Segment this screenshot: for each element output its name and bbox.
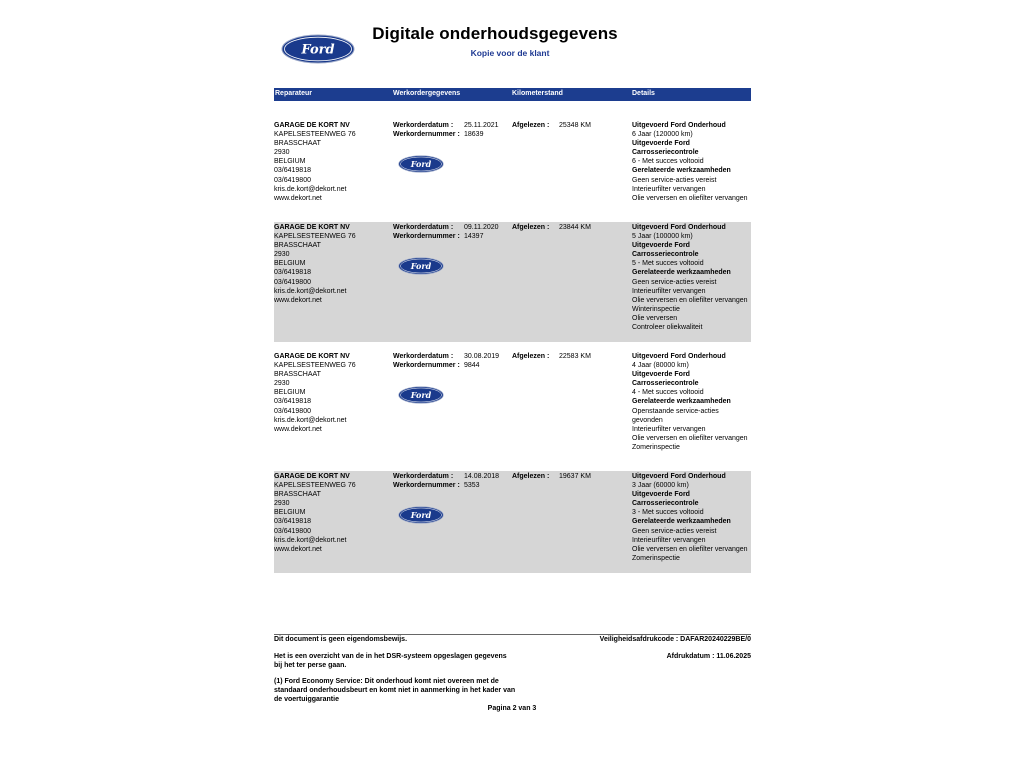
column-header-details: Details <box>632 90 655 97</box>
service-heading: Uitgevoerde Ford Carrosseriecontrole <box>632 371 699 388</box>
ford-logo-small-text: Ford <box>410 510 432 520</box>
workorder-date-value: 14.08.2018 <box>464 473 500 480</box>
repairer-line: www.dekort.net <box>274 296 322 304</box>
mileage-label: Afgelezen : <box>512 122 550 129</box>
service-heading: Uitgevoerd Ford Onderhoud <box>632 224 726 231</box>
repairer-line: kris.de.kort@dekort.net <box>274 185 347 193</box>
repairer-line: KAPELSESTEENWEG 76 <box>274 131 356 139</box>
repairer-line: 2930 <box>274 380 290 388</box>
workorder-date-label: Werkorderdatum : <box>393 353 454 360</box>
repairer-line: www.dekort.net <box>274 545 322 553</box>
mileage-reading <box>512 223 627 232</box>
repairer-line: BRASSCHAAT <box>274 371 321 379</box>
overview-note: Het is een overzicht van de in het DSR-systeem opgeslagen gegevens bij het ter perse gaan. <box>274 653 507 669</box>
economy-service-note: (1) Ford Economy Service: Dit onderhoud komt niet overeen met de standaard onderhoudsbeurt en komt niet in aanmerking in het kader van de voertuiggarantie <box>274 678 516 703</box>
repairer-details <box>274 223 392 305</box>
service-item: 3 - Met succes voltooid <box>632 509 704 517</box>
workorder-date-label: Werkorderdatum : <box>393 224 454 231</box>
service-item: Zomerinspectie <box>632 554 680 562</box>
service-item: Geen service-acties vereist <box>632 527 717 535</box>
service-item: 3 Jaar (60000 km) <box>632 482 689 490</box>
repairer-line: 03/6419818 <box>274 518 311 526</box>
service-details <box>632 223 750 332</box>
workorder-number <box>393 481 508 490</box>
mileage-details <box>512 121 627 130</box>
workorder-details <box>393 223 508 271</box>
workorder-date-label: Werkorderdatum : <box>393 122 454 129</box>
maintenance-record <box>274 471 751 573</box>
workorder-date <box>393 223 508 232</box>
repairer-line: KAPELSESTEENWEG 76 <box>274 482 356 490</box>
repairer-line: BELGIUM <box>274 260 306 268</box>
service-item: Olie verversen en oliefilter vervangen <box>632 296 748 304</box>
mileage-details <box>512 223 627 232</box>
repairer-line: 03/6419818 <box>274 398 311 406</box>
ford-logo-small-text: Ford <box>410 390 432 400</box>
service-item: Winterinspectie <box>632 305 680 313</box>
service-item: 6 - Met succes voltooid <box>632 158 704 166</box>
page-subtitle: Kopie voor de klant <box>470 48 550 58</box>
ford-logo-small <box>398 155 444 173</box>
ford-logo-small <box>398 506 444 524</box>
service-item: Olie verversen en oliefilter vervangen <box>632 434 748 442</box>
workorder-date-value: 09.11.2020 <box>464 224 499 231</box>
table-header <box>274 88 751 101</box>
service-heading: Gerelateerde werkzaamheden <box>632 518 731 526</box>
workorder-date-value: 30.08.2019 <box>464 353 500 360</box>
service-heading: Uitgevoerd Ford Onderhoud <box>632 473 726 480</box>
page-title: Digitale onderhoudsgegevens <box>372 24 618 43</box>
maintenance-record <box>274 120 751 216</box>
ownership-disclaimer: Dit document is geen eigendomsbewijs. <box>274 636 408 643</box>
mileage-label: Afgelezen : <box>512 224 550 231</box>
ford-logo-small-text: Ford <box>410 159 432 169</box>
service-item: Controleer oliekwaliteit <box>632 324 703 332</box>
service-heading: Gerelateerde werkzaamheden <box>632 398 731 406</box>
service-item: Geen service-acties vereist <box>632 278 717 286</box>
workorder-number-value: 5353 <box>464 482 480 490</box>
maintenance-record <box>274 351 751 465</box>
service-details <box>632 472 750 563</box>
repairer-line: KAPELSESTEENWEG 76 <box>274 233 356 241</box>
service-heading: Uitgevoerde Ford Carrosseriecontrole <box>632 491 699 508</box>
mileage-value: 25348 KM <box>559 122 591 129</box>
column-header-reparateur: Reparateur <box>275 90 312 97</box>
repairer-details <box>274 121 392 203</box>
workorder-date <box>393 352 508 361</box>
workorder-date-label: Werkorderdatum : <box>393 473 454 480</box>
repairer-line: 03/6419818 <box>274 167 311 175</box>
mileage-label: Afgelezen : <box>512 353 550 360</box>
workorder-number-value: 9844 <box>464 362 480 370</box>
workorder-number-value: 14397 <box>464 233 484 241</box>
column-header-werkordergegevens: Werkordergegevens <box>393 90 461 97</box>
service-item: 4 - Met succes voltooid <box>632 389 704 397</box>
workorder-date <box>393 472 508 481</box>
repairer-line: 03/6419800 <box>274 278 311 286</box>
service-heading: Uitgevoerd Ford Onderhoud <box>632 353 726 360</box>
workorder-details <box>393 121 508 169</box>
ford-logo-text: Ford <box>301 42 335 58</box>
repairer-line: KAPELSESTEENWEG 76 <box>274 362 356 370</box>
mileage-label: Afgelezen : <box>512 473 550 480</box>
service-item: Zomerinspectie <box>632 443 680 451</box>
repairer-line: BRASSCHAAT <box>274 491 321 499</box>
service-item: Openstaande service-acties gevonden <box>632 407 719 424</box>
repairer-line: 03/6419800 <box>274 527 311 535</box>
workorder-number <box>393 361 508 370</box>
service-item: Geen service-acties vereist <box>632 176 717 184</box>
security-code: Veiligheidsafdrukcode : DAFAR20240229BE/0 <box>599 636 751 643</box>
mileage-value: 23844 KM <box>559 224 591 231</box>
workorder-number-label: Werkordernummer : <box>393 233 460 241</box>
repairer-line: BRASSCHAAT <box>274 242 321 250</box>
service-item: 4 Jaar (80000 km) <box>632 362 689 370</box>
repairer-name: GARAGE DE KORT NV <box>274 473 350 480</box>
repairer-line: 2930 <box>274 149 290 157</box>
maintenance-record <box>274 222 751 342</box>
service-details <box>632 121 750 203</box>
repairer-line: BELGIUM <box>274 509 306 517</box>
repairer-line: 03/6419818 <box>274 269 311 277</box>
workorder-number <box>393 232 508 241</box>
repairer-line: kris.de.kort@dekort.net <box>274 416 347 424</box>
workorder-number-value: 18639 <box>464 131 484 139</box>
service-item: Olie verversen <box>632 314 678 322</box>
repairer-details <box>274 472 392 554</box>
ford-logo-small <box>398 386 444 404</box>
repairer-line: BELGIUM <box>274 158 306 166</box>
mileage-reading <box>512 352 627 361</box>
repairer-line: kris.de.kort@dekort.net <box>274 287 347 295</box>
workorder-number <box>393 130 508 139</box>
workorder-details <box>393 472 508 520</box>
mileage-reading <box>512 121 627 130</box>
workorder-number-label: Werkordernummer : <box>393 482 460 490</box>
service-item: 5 Jaar (100000 km) <box>632 233 693 241</box>
service-item: Interieurfilter vervangen <box>632 287 706 295</box>
repairer-name: GARAGE DE KORT NV <box>274 353 350 360</box>
repairer-line: www.dekort.net <box>274 194 322 202</box>
workorder-number-label: Werkordernummer : <box>393 131 460 139</box>
service-heading: Uitgevoerde Ford Carrosseriecontrole <box>632 140 699 157</box>
workorder-details <box>393 352 508 400</box>
workorder-date <box>393 121 508 130</box>
service-item: Olie verversen en oliefilter vervangen <box>632 194 748 202</box>
mileage-reading <box>512 472 627 481</box>
repairer-details <box>274 352 392 434</box>
service-details <box>632 352 750 452</box>
service-heading: Uitgevoerde Ford Carrosseriecontrole <box>632 242 699 259</box>
service-item: Interieurfilter vervangen <box>632 185 706 193</box>
mileage-value: 22583 KM <box>559 353 591 360</box>
repairer-name: GARAGE DE KORT NV <box>274 122 350 129</box>
service-item: Interieurfilter vervangen <box>632 425 706 433</box>
repairer-name: GARAGE DE KORT NV <box>274 224 350 231</box>
page-number: Pagina 2 van 3 <box>487 705 537 712</box>
repairer-line: www.dekort.net <box>274 425 322 433</box>
mileage-details <box>512 352 627 361</box>
print-date: Afdrukdatum : 11.06.2025 <box>666 653 751 660</box>
repairer-line: 03/6419800 <box>274 407 311 415</box>
column-header-kilometerstand: Kilometerstand <box>512 90 563 97</box>
ford-logo-small-text: Ford <box>410 261 432 271</box>
repairer-line: 2930 <box>274 251 290 259</box>
service-heading: Uitgevoerd Ford Onderhoud <box>632 122 726 129</box>
repairer-line: 2930 <box>274 500 290 508</box>
repairer-line: BELGIUM <box>274 389 306 397</box>
repairer-line: BRASSCHAAT <box>274 140 321 148</box>
repairer-line: 03/6419800 <box>274 176 311 184</box>
service-item: Olie verversen en oliefilter vervangen <box>632 545 748 553</box>
service-item: Interieurfilter vervangen <box>632 536 706 544</box>
ford-logo-small <box>398 257 444 275</box>
mileage-details <box>512 472 627 481</box>
workorder-number-label: Werkordernummer : <box>393 362 460 370</box>
repairer-line: kris.de.kort@dekort.net <box>274 536 347 544</box>
service-item: 6 Jaar (120000 km) <box>632 131 693 139</box>
mileage-value: 19637 KM <box>559 473 591 480</box>
service-item: 5 - Met succes voltooid <box>632 260 704 268</box>
service-heading: Gerelateerde werkzaamheden <box>632 269 731 277</box>
workorder-date-value: 25.11.2021 <box>464 122 499 129</box>
service-heading: Gerelateerde werkzaamheden <box>632 167 731 175</box>
